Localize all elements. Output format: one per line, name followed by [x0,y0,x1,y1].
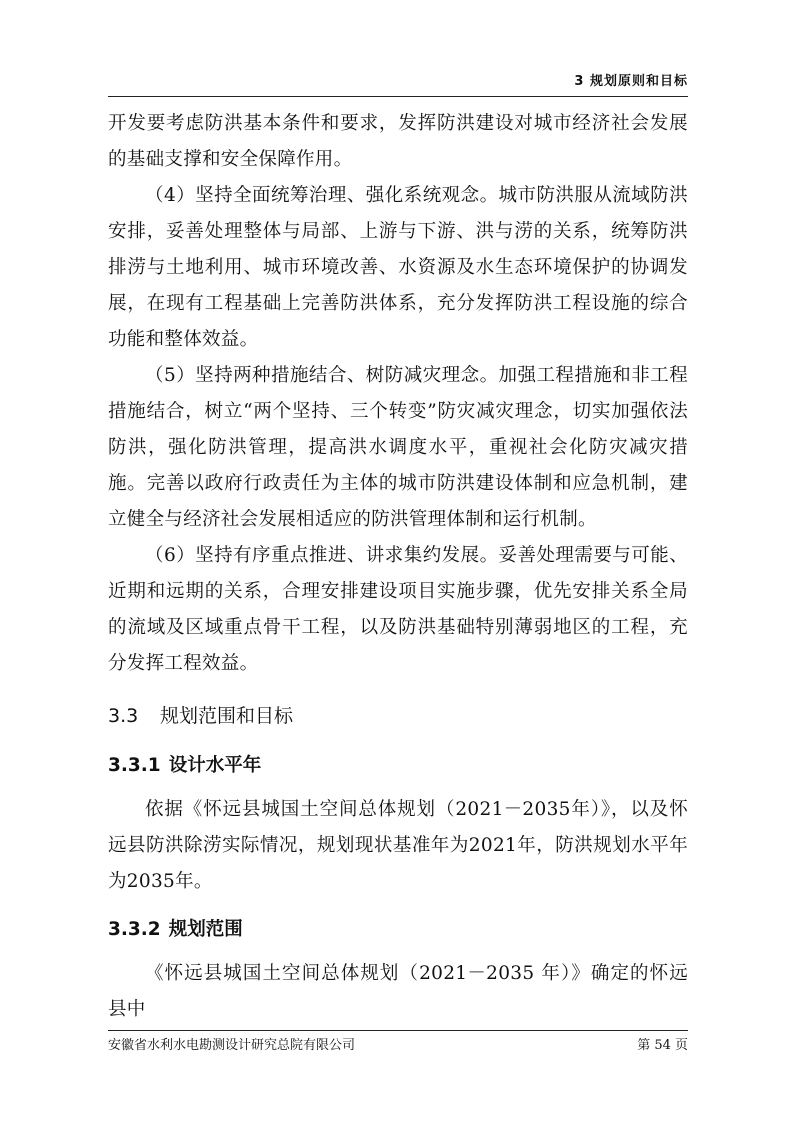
section-number: 3.3 [108,705,139,727]
paragraph-planning-scope: 《怀远县城国土空间总体规划（2021－2035 年）》确定的怀远县中 [108,963,688,1020]
footer-organization: 安徽省水利水电勘测设计研究总院有限公司 [108,1038,356,1053]
paragraph-design-year: 依据《怀远县城国土空间总体规划（2021－2035年）》，以及怀远县防洪除涝实际情况，规划现状基准年为2021年，防洪规划水平年为2035年。 [108,799,688,892]
paragraph-continuation: 开发要考虑防洪基本条件和要求，发挥防洪建设对城市经济社会发展的基础支撑和安全保障作用。 [108,113,688,170]
paragraph-item-4: （4）坚持全面统筹治理、强化系统观念。城市防洪服从流域防洪安排，妥善处理整体与局部、上游与下游、洪与涝的关系，统筹防洪排涝与土地利用、城市环境改善、水资源及水生态环境保护的协调发展，在现有工程基础上完善防洪体系，充分发挥防洪工程设施的综合功能和整体效益。 [108,185,688,350]
page-footer [108,1030,688,1055]
page-number: 第 54 页 [637,1038,688,1053]
section-title: 设计水平年 [168,755,262,776]
section-number: 3.3.2 [108,919,161,940]
page-content [108,106,688,1028]
paragraph-item-5: （5）坚持两种措施结合、树防减灾理念。加强工程措施和非工程措施结合，树立“两个坚持、三个转变”防灾减灾理念，切实加强依法防洪，强化防洪管理，提高洪水调度水平，重视社会化防灾减灾措施。完善以政府行政责任为主体的城市防洪建设体制和应急机制，建立健全与经济社会发展相适应的防洪管理体制和运行机制。 [108,365,688,530]
chapter-title: 3 规划原则和目标 [574,74,688,89]
paragraph-item-6: （6）坚持有序重点推进、讲求集约发展。妥善处理需要与可能、近期和远期的关系，合理安排建设项目实施步骤，优先安排关系全局的流域及区域重点骨干工程，以及防洪基础特别薄弱地区的工程，充分发挥工程效益。 [108,545,688,674]
section-number: 3.3.1 [108,755,161,776]
page-header [108,70,688,97]
section-heading-3-3-2 [108,910,688,950]
section-title: 规划范围和目标 [160,705,294,727]
section-heading-3-3-1 [108,746,688,786]
section-title: 规划范围 [168,919,243,940]
section-heading-3-3 [108,696,688,736]
